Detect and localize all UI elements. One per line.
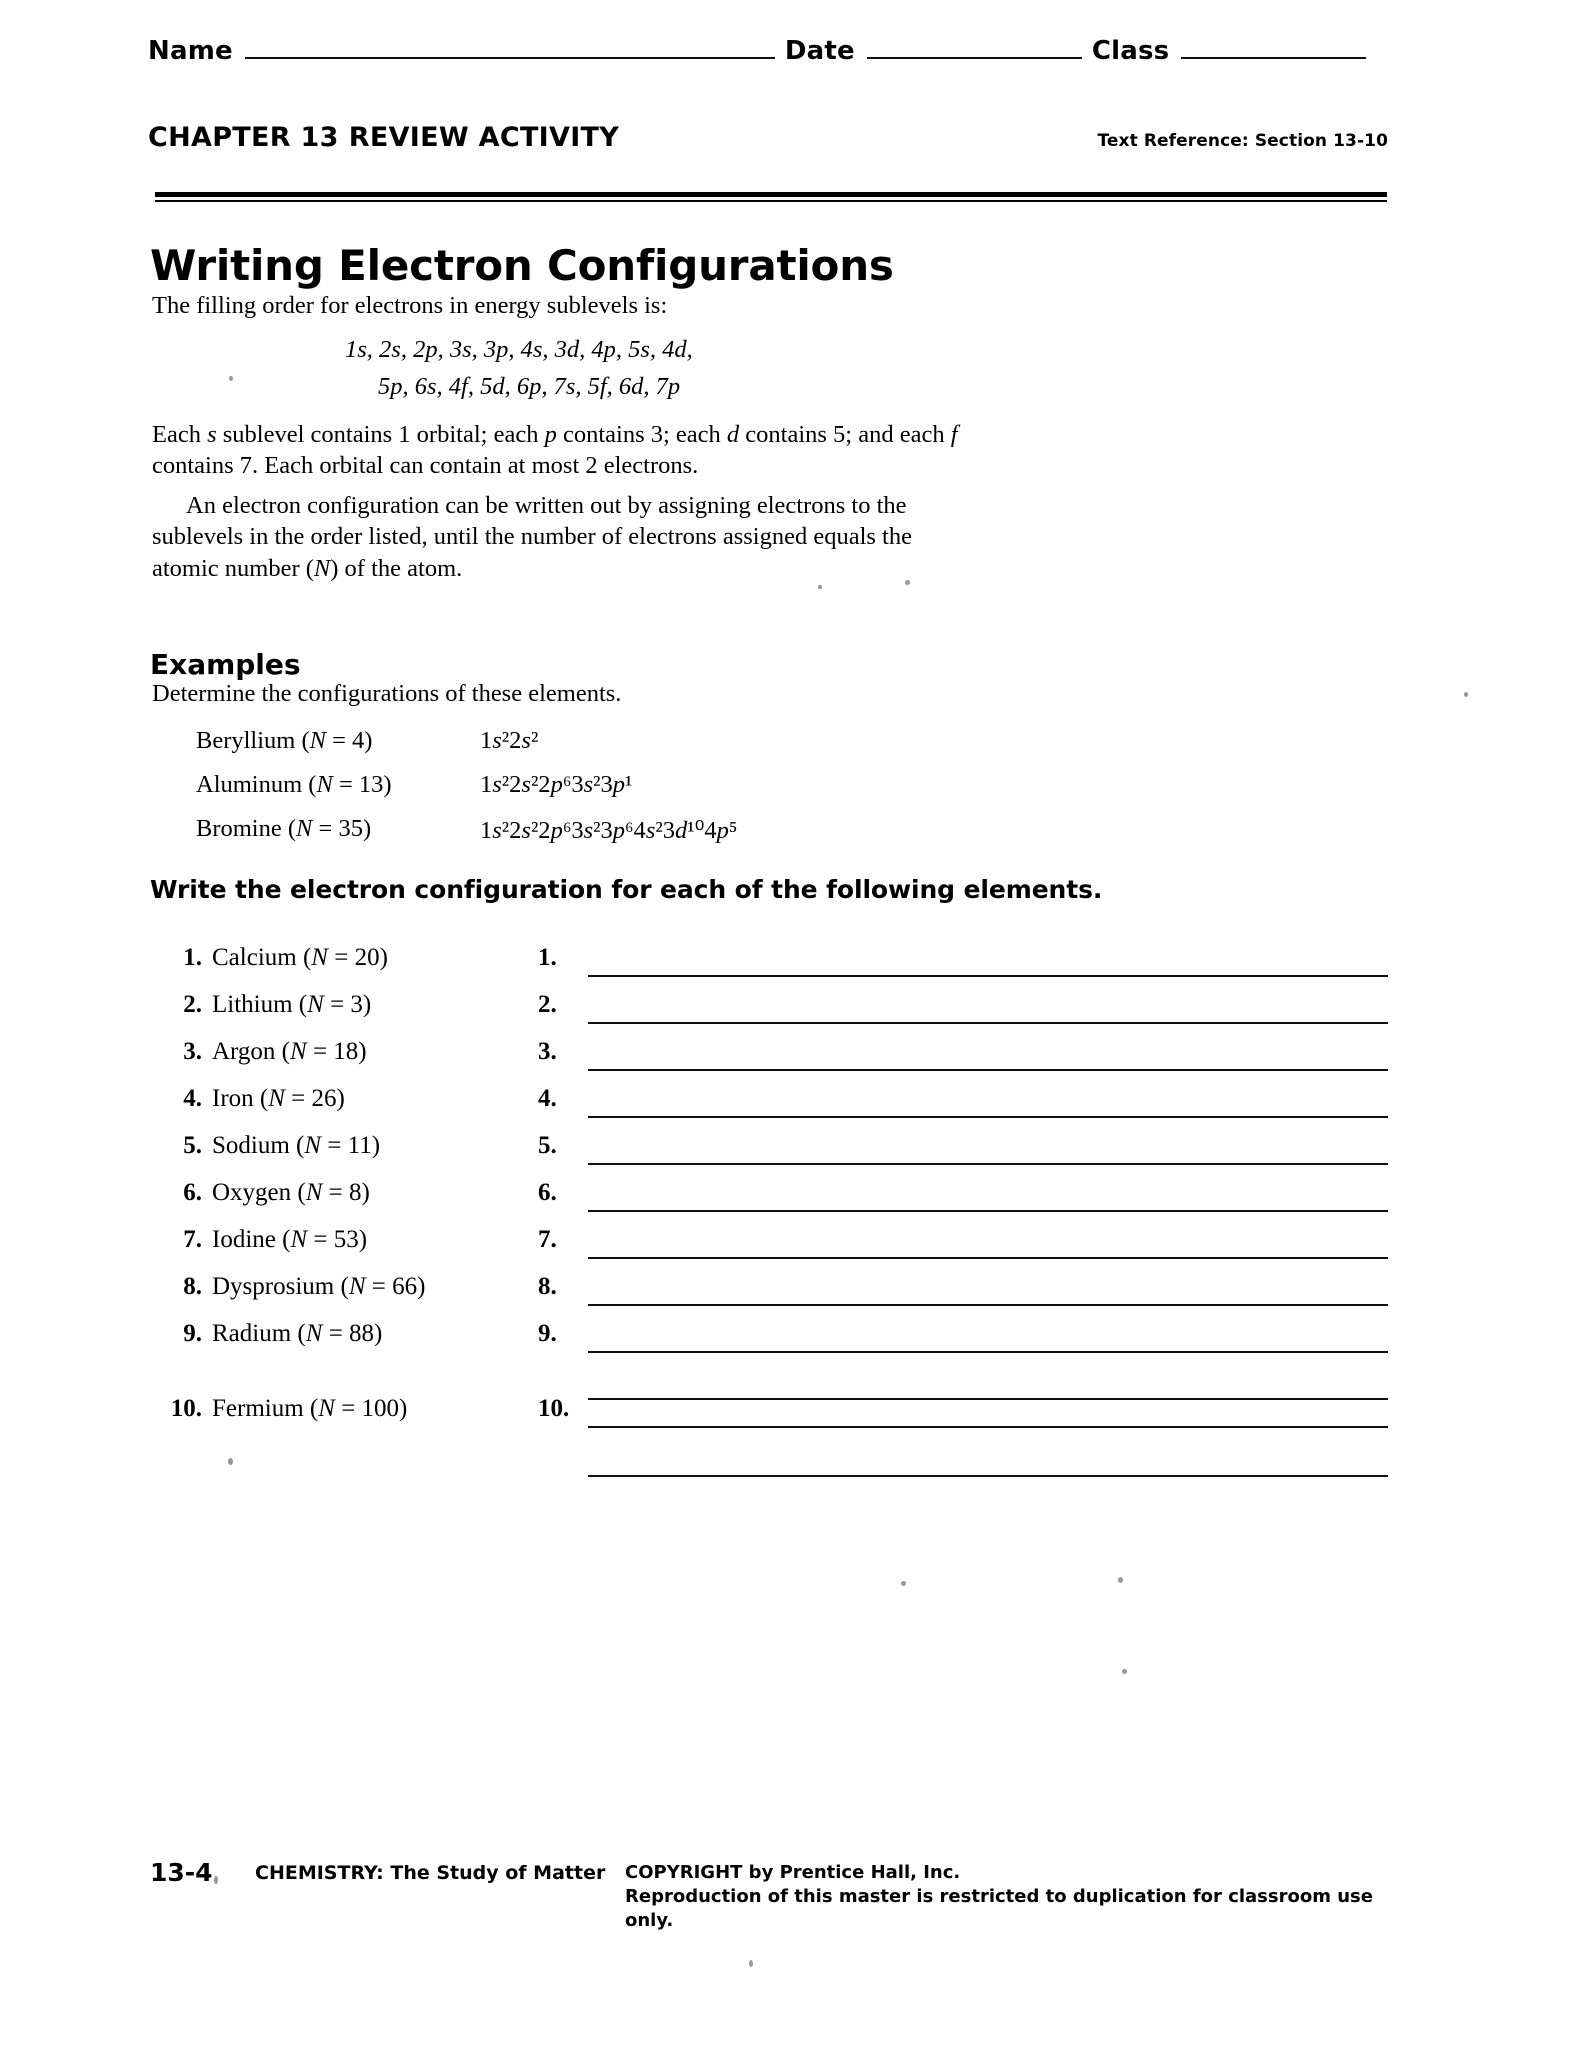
example-configuration: 1s²2s²2p⁶3s²3p⁶4s²3d¹⁰4p⁵: [480, 817, 738, 844]
example-element-name: Beryllium (N = 4): [196, 727, 373, 754]
exercise-row: [150, 1320, 1390, 1395]
filling-order-line-2: [378, 373, 680, 401]
answer-blank-line[interactable]: [588, 1210, 1388, 1212]
example-configuration: 1s²2s²: [480, 727, 539, 754]
exercise-row: [150, 1226, 1390, 1273]
exercise-row: [150, 944, 1390, 991]
page-footer: [150, 1858, 1400, 1932]
header-divider-thin: [155, 200, 1387, 202]
answer-blank-line[interactable]: [588, 1116, 1388, 1118]
footer-page-number: 13-4: [150, 1858, 213, 1887]
scan-speckle: [749, 1960, 753, 1967]
examples-heading: Examples: [150, 648, 301, 682]
footer-book-title: CHEMISTRY: The Study of Matter: [255, 1862, 606, 1884]
exercise-row: [150, 1395, 1390, 1470]
scan-speckle: [1464, 692, 1468, 697]
student-identification-row: [148, 36, 1388, 66]
exercise-element-label: Argon (N = 18): [212, 1038, 367, 1065]
answer-number: 7.: [538, 1226, 557, 1253]
page-title: Writing Electron Configurations: [150, 241, 894, 291]
answer-number: 9.: [538, 1320, 557, 1347]
exercise-number: 8.: [183, 1273, 202, 1300]
name-label: Name: [148, 36, 233, 66]
answer-blank-line[interactable]: [588, 1163, 1388, 1165]
exercise-number: 1.: [183, 944, 202, 971]
example-row: [196, 727, 956, 755]
exercise-number: 3.: [183, 1038, 202, 1065]
exercise-element-label: Sodium (N = 11): [212, 1132, 381, 1159]
example-element-name: Aluminum (N = 13): [196, 771, 392, 798]
exercise-row: [150, 1038, 1390, 1085]
configuration-paragraph: An electron configuration can be written out by assigning electrons to the sublevels in the order listed, until the number of electrons assigned equals the atomic number (N) of the atom.: [152, 492, 912, 582]
exercise-number: 6.: [183, 1179, 202, 1206]
scan-speckle: [1118, 1577, 1123, 1583]
answer-number: 4.: [538, 1085, 557, 1112]
answer-blank-line[interactable]: [588, 1351, 1388, 1353]
class-label: Class: [1091, 36, 1170, 66]
answer-blank-line[interactable]: [588, 1069, 1388, 1071]
exercise-element-label: Iron (N = 26): [212, 1085, 345, 1112]
date-input-line[interactable]: [867, 39, 1082, 59]
exercise-number: 10.: [170, 1395, 202, 1422]
header-divider-thick: [155, 192, 1387, 197]
chapter-activity-label: REVIEW ACTIVITY: [348, 122, 620, 153]
footer-copyright-line-1: COPYRIGHT by Prentice Hall, Inc.: [625, 1862, 961, 1883]
date-label: Date: [784, 36, 855, 66]
answer-number: 1.: [538, 944, 557, 971]
answer-number: 5.: [538, 1132, 557, 1159]
footer-copyright-line-2: Reproduction of this master is restricted to duplication for classroom use only.: [625, 1885, 1373, 1931]
intro-lead-text: The filling order for electrons in energy sublevels is:: [152, 292, 668, 319]
answer-blank-line-continuation[interactable]: [588, 1475, 1388, 1477]
exercise-element-label: Fermium (N = 100): [212, 1395, 408, 1422]
exercise-row: [150, 991, 1390, 1038]
answer-blank-line[interactable]: [588, 1022, 1388, 1024]
scan-speckle: [818, 585, 822, 589]
answer-number: 8.: [538, 1273, 557, 1300]
name-input-line[interactable]: [245, 39, 775, 59]
scan-speckle: [229, 376, 233, 381]
answer-blank-line[interactable]: [588, 1304, 1388, 1306]
example-configuration: 1s²2s²2p⁶3s²3p¹: [480, 771, 633, 798]
footer-copyright: [625, 1858, 1400, 1932]
answer-number: 3.: [538, 1038, 557, 1065]
answer-number: 2.: [538, 991, 557, 1018]
filling-order-line-1: [345, 336, 693, 364]
answer-blank-line[interactable]: [588, 1426, 1388, 1428]
chapter-number: CHAPTER 13: [148, 122, 339, 153]
exercise-element-label: Dysprosium (N = 66): [212, 1273, 426, 1300]
exercise-number: 4.: [183, 1085, 202, 1112]
exercise-list: [150, 944, 1390, 1470]
answer-blank-line[interactable]: [588, 975, 1388, 977]
examples-lead-text: Determine the configurations of these elements.: [152, 680, 622, 707]
scan-speckle: [228, 1458, 233, 1465]
example-row: [196, 771, 956, 799]
exercise-element-label: Oxygen (N = 8): [212, 1179, 370, 1206]
chapter-header-row: [148, 122, 1388, 153]
scan-speckle: [905, 580, 910, 585]
exercise-row: [150, 1179, 1390, 1226]
example-element-name: Bromine (N = 35): [196, 815, 372, 842]
exercise-element-label: Iodine (N = 53): [212, 1226, 368, 1253]
exercise-element-label: Radium (N = 88): [212, 1320, 383, 1347]
exercise-number: 2.: [183, 991, 202, 1018]
filling-order-line-1-text: 1s, 2s, 2p, 3s, 3p, 4s, 3d, 4p, 5s, 4d,: [345, 336, 693, 363]
scan-speckle: [901, 1581, 906, 1586]
text-reference: Text Reference: Section 13-10: [1097, 131, 1388, 151]
answer-blank-line[interactable]: [588, 1257, 1388, 1259]
answer-number: 6.: [538, 1179, 557, 1206]
class-input-line[interactable]: [1181, 39, 1366, 59]
exercise-number: 9.: [183, 1320, 202, 1347]
exercise-instruction: Write the electron configuration for each of the following elements.: [150, 875, 1103, 904]
exercise-row: [150, 1132, 1390, 1179]
sublevels-paragraph: Each s sublevel contains 1 orbital; each p contains 3; each d contains 5; and each f contains 7. Each orbital can contain at most 2 electrons.: [152, 421, 958, 480]
exercise-element-label: Calcium (N = 20): [212, 944, 388, 971]
answer-number: 10.: [538, 1395, 570, 1422]
scan-speckle: [1122, 1669, 1127, 1674]
exercise-number: 5.: [183, 1132, 202, 1159]
exercise-element-label: Lithium (N = 3): [212, 991, 372, 1018]
exercise-row: [150, 1273, 1390, 1320]
filling-order-line-2-text: 5p, 6s, 4f, 5d, 6p, 7s, 5f, 6d, 7p: [378, 373, 681, 400]
exercise-row: [150, 1085, 1390, 1132]
chapter-heading: [148, 122, 619, 153]
exercise-number: 7.: [183, 1226, 202, 1253]
example-row: [196, 815, 956, 845]
